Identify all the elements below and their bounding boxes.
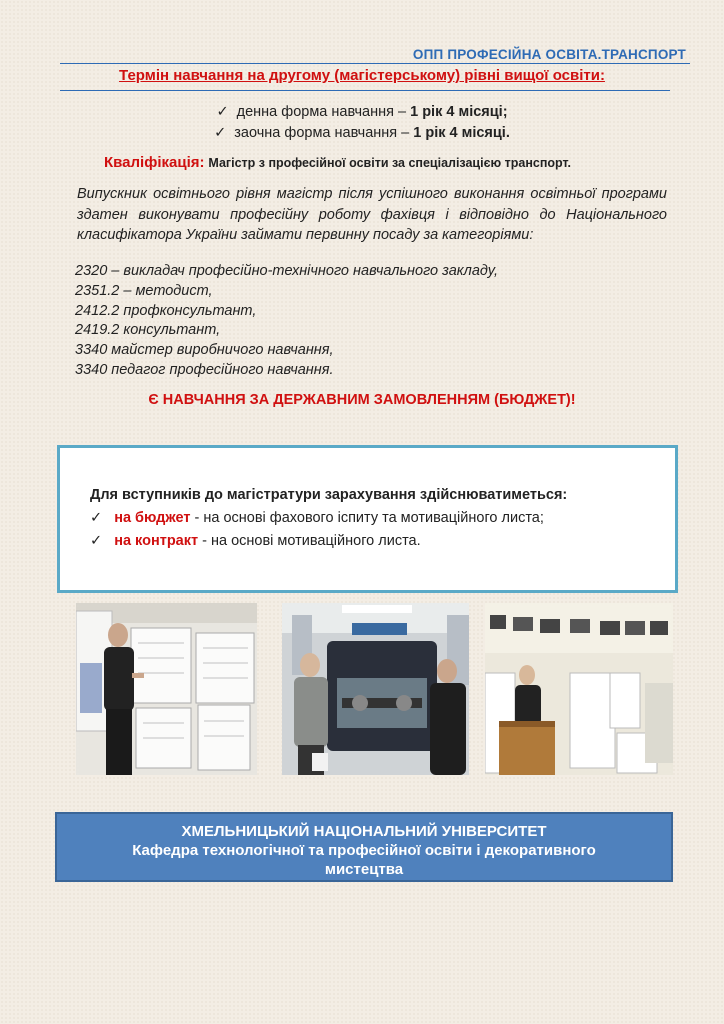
category-item: 2320 – викладач професійно-технічного навчального закладу,	[75, 263, 499, 279]
footer-banner	[55, 812, 673, 882]
photo-podium-presentation	[485, 603, 673, 775]
graduate-paragraph: Випускник освітнього рівня магістр після успішного виконання освітньої програми здатен виконувати професійну роботу фахівця і відповідно до Національного класифікатора України займати первинну посаду за категоріями:	[77, 186, 667, 243]
category-item: 3340 майстер виробничого навчання,	[75, 342, 334, 359]
study-form-fulltime	[0, 102, 724, 123]
header-tag: ОПП ПРОФЕСІЙНА ОСВІТА.ТРАНСПОРТ	[412, 47, 686, 62]
budget-notice: Є НАВЧАННЯ ЗА ДЕРЖАВНИМ ЗАМОВЛЕННЯМ (БЮДЖЕТ)!	[148, 392, 576, 408]
photo-lab-equipment-image	[282, 603, 469, 775]
study-form-label: денна форма навчання –	[236, 104, 411, 120]
category-item: 3340 педагог професійного навчання.	[75, 361, 334, 378]
photo-podium-presentation-image	[485, 603, 673, 775]
page-title: Термін навчання на другому (магістерському) рівні вищої освіти:	[119, 67, 605, 84]
qualification-value: Магістр з професійної освіти за спеціалізацією транспорт.	[208, 156, 572, 170]
checkmark-icon: ✓	[90, 533, 103, 549]
header-divider	[60, 63, 690, 64]
title-divider	[60, 90, 670, 91]
study-forms	[0, 102, 724, 144]
photo-student-presentation-image	[76, 603, 257, 775]
photo-student-presentation	[76, 603, 257, 775]
study-form-label: заочна форма навчання –	[234, 125, 414, 141]
study-form-duration: 1 рік 4 місяці.	[413, 125, 510, 141]
admission-heading: Для вступників до магістратури зарахування здійснюватиметься:	[90, 487, 568, 503]
checkmark-icon: ✓	[214, 125, 227, 141]
admission-highlight: на контракт	[114, 533, 199, 549]
admission-item-budget	[90, 510, 544, 526]
admission-text: - на основі фахового іспиту та мотиваційного листа;	[190, 510, 544, 526]
department-name: Кафедра технологічної та професійної освіти і декоративного	[132, 842, 596, 859]
category-item: 2351.2 – методист,	[75, 282, 213, 299]
admission-item-contract	[90, 533, 421, 549]
study-form-duration: 1 рік 4 місяці;	[410, 104, 508, 120]
study-form-parttime	[0, 123, 724, 144]
category-item: 2419.2 консультант,	[75, 322, 221, 339]
category-list	[75, 262, 498, 381]
checkmark-icon: ✓	[216, 104, 229, 120]
admission-text: - на основі мотиваційного листа.	[198, 533, 421, 549]
department-name-cont: мистецтва	[324, 861, 404, 878]
photo-lab-equipment	[282, 603, 469, 775]
checkmark-icon: ✓	[90, 510, 103, 526]
qualification-label: Кваліфікація:	[104, 154, 205, 171]
qualification	[104, 154, 571, 171]
university-name: ХМЕЛЬНИЦЬКИЙ НАЦІОНАЛЬНИЙ УНІВЕРСИТЕТ	[181, 823, 547, 840]
category-item: 2412.2 профконсультант,	[75, 302, 257, 319]
admission-highlight: на бюджет	[114, 510, 191, 526]
